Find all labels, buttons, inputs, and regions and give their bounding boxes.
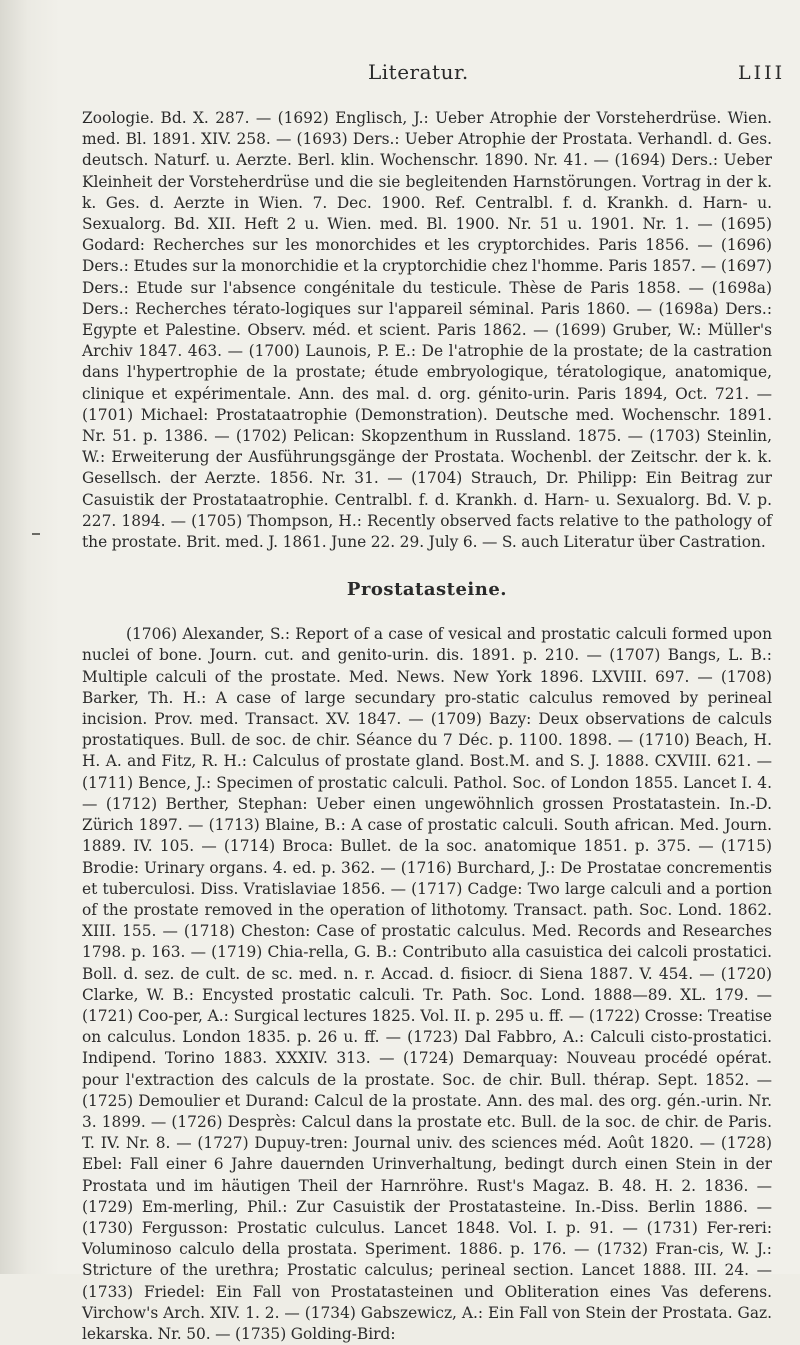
page-body — [82, 108, 772, 1345]
page-number: LIII — [738, 62, 786, 84]
page-header — [0, 60, 800, 90]
section-heading: Prostatasteine. — [346, 579, 508, 601]
running-title: Literatur. — [368, 60, 469, 84]
bibliography-paragraph-prostatic-calculi: (1706) Alexander, S.: Report of a case of vesical and prostatic calculi formed upon nuclei of bone. Journ. cut. and genito-urin. dis. 1891. p. 210. — (1707) Bangs, L. B.: Multiple calculi of the prostate. Med. News. New York 1896. LXVIII. 697. — (1708) Barker, Th. H.: A case of large secundary pro-static calculus removed by perineal incision. Prov. med. Transact. XV. 1847. — (1709) Bazy: Deux observations de calculs prostatiques. Bull. de soc. de chir. Séance du 7 Déc. p. 1100. 1898. — (1710) Beach, H. H. A. and Fitz, R. H.: Calculus of prostate gland. Bost.M. and S. J. 1888. CXVIII. 621. — (1711) Bence, J.: Specimen of prostatic calculi. Pathol. Soc. of London 1855. Lancet I. 4. — (1712) Berther, Stephan: Ueber einen ungewöhnlich grossen Prostatastein. In.-D. Zürich 1897. — (1713) Blaine, B.: A case of prostatic calculi. South african. Med. Journ. 1889. IV. 105. — (1714) Broca: Bullet. de la soc. anatomique 1851. p. 375. — (1715) Brodie: Urinary organs. 4. ed. p. 362. — (1716) Burchard, J.: De Prostatae concrementis et tuberculosi. Diss. Vratislaviae 1856. — (1717) Cadge: Two large calculi and a portion of the prostate removed in the operation of lithotomy. Transact. path. Soc. Lond. 1862. XIII. 155. — (1718) Cheston: Case of prostatic calculus. Med. Records and Researches 1798. p. 163. — (1719) Chia-rella, G. B.: Contributo alla casuistica dei calcoli prostatici. Boll. d. sez. de cult. de sc. med. n. r. Accad. d. fisiocr. di Siena 1887. V. 454. — (1720) Clarke, W. B.: Encysted prostatic calculi. Tr. Path. Soc. Lond. 1888—89. XL. 179. — (1721) Coo-per, A.: Surgical lectures 1825. Vol. II. p. 295 u. ff. — (1722) Crosse: Treatise on calculus. London 1835. p. 26 u. ff. — (1723) Dal Fabbro, A.: Calculi cisto-prostatici. Indipend. Torino 1883. XXXIV. 313. — (1724) Demarquay: Nouveau procédé opérat. pour l'extraction des calculs de la prostate. Soc. de chir. Bull. thérap. Sept. 1852. — (1725) Demoulier et Durand: Calcul de la prostate. Ann. des mal. des org. gén.-urin. Nr. 3. 1899. — (1726) Desprès: Calcul dans la prostate etc. Bull. de la soc. de chir. de Paris. T. IV. Nr. 8. — (1727) Dupuy-tren: Journal univ. des sciences méd. Août 1820. — (1728) Ebel: Fall einer 6 Jahre dauernden Urinverhaltung, bedingt durch einen Stein in der Prostata und im häutigen Theil der Harnröhre. Rust's Magaz. B. 48. H. 2. 1836. — (1729) Em-merling, Phil.: Zur Casuistik der Prostatasteine. In.-Diss. Berlin 1886. — (1730) Fergusson: Prostatic culculus. Lancet 1848. Vol. I. p. 91. — (1731) Fer-reri: Voluminoso calculo della prostata. Speriment. 1886. p. 176. — (1732) Fran-cis, W. J.: Stricture of the urethra; Prostatic calculus; perineal section. Lancet 1888. III. 24. — (1733) Friedel: Ein Fall von Prostatasteinen und Obliteration eines Vas deferens. Virchow's Arch. XIV. 1. 2. — (1734) Gabszewicz, A.: Ein Fall von Stein der Prostata. Gaz. lekarska. Nr. 50. — (1735) Golding-Bird: — [82, 625, 772, 1343]
bibliography-paragraph-atrophy: Zoologie. Bd. X. 287. — (1692) Englisch, J.: Ueber Atrophie der Vorsteherdrüse. Wien. med. Bl. 1891. XIV. 258. — (1693) Ders.: Ueber Atrophie der Prostata. Verhandl. d. Ges. deutsch. Naturf. u. Aerzte. Berl. klin. Wochenschr. 1890. Nr. 41. — (1694) Ders.: Ueber Kleinheit der Vorsteherdrüse und die sie begleitenden Harnstörungen. Vortrag in der k. k. Ges. d. Aerzte in Wien. 7. Dec. 1900. Ref. Centralbl. f. d. Krankh. d. Harn- u. Sexualorg. Bd. XII. Heft 2 u. Wien. med. Bl. 1900. Nr. 51 u. 1901. Nr. 1. — (1695) Godard: Recherches sur les monorchides et les cryptorchides. Paris 1856. — (1696) Ders.: Etudes sur la monorchidie et la cryptorchidie chez l'homme. Paris 1857. — (1697) Ders.: Etude sur l'absence congénitale du testicule. Thèse de Paris 1858. — (1698a) Ders.: Recherches térato-logiques sur l'appareil séminal. Paris 1860. — (1698a) Ders.: Egypte et Palestine. Observ. méd. et scient. Paris 1862. — (1699) Gruber, W.: Müller's Archiv 1847. 463. — (1700) Launois, P. E.: De l'atrophie de la prostate; de la castration dans l'hypertrophie de la prostate; étude embryologique, tératologique, anatomique, clinique et expérimentale. Ann. des mal. d. org. génito-urin. Paris 1894, Oct. 721. — (1701) Michael: Prostataatrophie (Demonstration). Deutsche med. Wochenschr. 1891. Nr. 51. p. 1386. — (1702) Pelican: Skopzenthum in Russland. 1875. — (1703) Steinlin, W.: Erweiterung der Ausführungsgänge der Prostata. Wochenbl. der Zeitschr. der k. k. Gesellsch. der Aerzte. 1856. Nr. 31. — (1704) Strauch, Dr. Philipp: Ein Beitrag zur Casuistik der Prostataatrophie. Centralbl. f. d. Krankh. d. Harn- u. Sexualorg. Bd. V. p. 227. 1894. — (1705) Thompson, H.: Recently observed facts relative to the pathology of the prostate. Brit. med. J. 1861. June 22. 29. July 6. — S. auch Literatur über Castration. — [82, 109, 772, 552]
margin-mark — [32, 533, 40, 535]
